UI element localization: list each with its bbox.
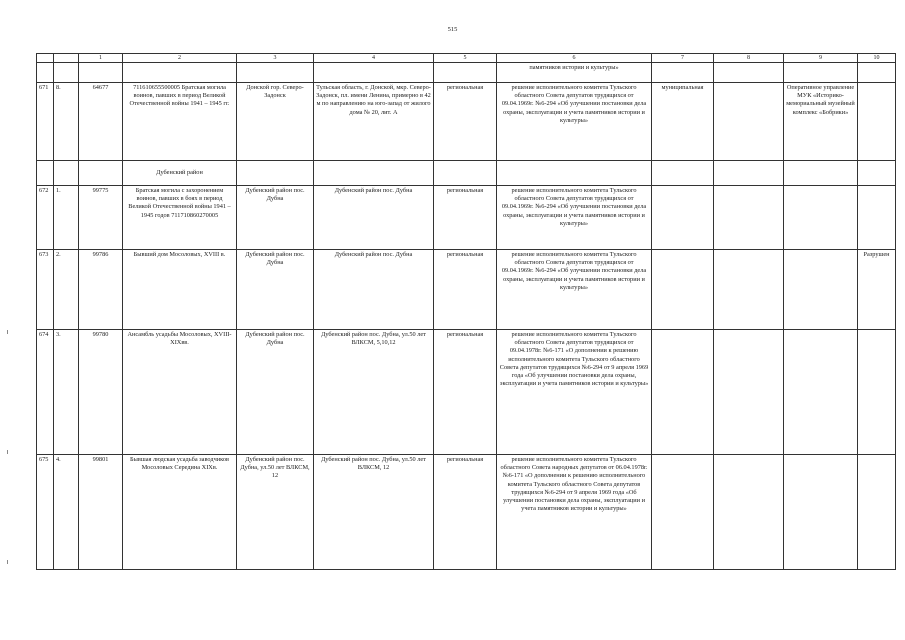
- protection-decision: решение исполнительного комитета Тульского областного Совета народных депутатов от 06.04.1978г. №6-171 «О дополнении к решению исполнительного комитета Тульского областного Совета депутатов трудящихся №6-294 от 9 апреля 1969 года «Об улучшении постановки дела охраны, эксплуатации и учета памятников истории и культуры»: [497, 455, 652, 570]
- header-cell: 7: [652, 54, 714, 63]
- col-8: [714, 83, 784, 161]
- header-cell: 1: [79, 54, 123, 63]
- scan-mark: [7, 560, 8, 564]
- row-number: 673: [37, 250, 54, 330]
- col-8: [714, 330, 784, 455]
- header-cell: 4: [314, 54, 434, 63]
- col-8: [714, 186, 784, 250]
- object-name: Бывшая людская усадьба заводчиков Мосоловых Середина XIXв.: [123, 455, 237, 570]
- protection-decision: решение исполнительного комитета Тульского областного Совета депутатов трудящихся от 09.04.1969г. №6-294 «Об улучшении постановки дела охраны, эксплуатации и учета памятников истории и культуры»: [497, 83, 652, 161]
- row-number: 672: [37, 186, 54, 250]
- table-row: [37, 330, 896, 455]
- ownership: [652, 455, 714, 570]
- object-code: 99775: [79, 186, 123, 250]
- header-cell: [54, 54, 79, 63]
- heritage-register-table: [36, 53, 896, 570]
- object-category: региональная: [434, 330, 497, 455]
- region-heading-row: [37, 161, 896, 186]
- header-cell: [37, 54, 54, 63]
- ownership: [652, 186, 714, 250]
- table-row: [37, 83, 896, 161]
- object-name: Бывший дом Мосоловых, XVIII в.: [123, 250, 237, 330]
- object-location: Донской гор. Северо-Задонск: [237, 83, 314, 161]
- object-address: Дубенский район пос. Дубна: [314, 186, 434, 250]
- protection-decision: решение исполнительного комитета Тульского областного Совета депутатов трудящихся от 09.04.1969г. №6-294 «Об улучшении постановки дела охраны, эксплуатации и учета памятников истории и культуры»: [497, 250, 652, 330]
- scan-mark: [7, 450, 8, 454]
- row-number: 675: [37, 455, 54, 570]
- page-number: 515: [447, 26, 458, 33]
- scan-mark: [7, 330, 8, 334]
- col-10: [858, 455, 896, 570]
- ownership: [652, 250, 714, 330]
- header-cell: 8: [714, 54, 784, 63]
- row-number: 671: [37, 83, 54, 161]
- header-cell: 10: [858, 54, 896, 63]
- object-address: Дубенский район пос. Дубна: [314, 250, 434, 330]
- management: [784, 250, 858, 330]
- row-subnumber: 3.: [54, 330, 79, 455]
- col-10: [858, 83, 896, 161]
- ownership: [652, 330, 714, 455]
- table-row: [37, 455, 896, 570]
- table-row: [37, 250, 896, 330]
- header-cell: 9: [784, 54, 858, 63]
- row-subnumber: 2.: [54, 250, 79, 330]
- row-subnumber: 4.: [54, 455, 79, 570]
- object-address: Дубенский район пос. Дубна, ул.50 лет ВЛКСМ, 5,10,12: [314, 330, 434, 455]
- col-10: [858, 330, 896, 455]
- object-code: 99780: [79, 330, 123, 455]
- object-location: Дубенский район пос. Дубна: [237, 330, 314, 455]
- object-name: Братская могила с захоронением воинов, павших в боях в период Великой Отечественной войны 1941 – 1945 годов 711710860270005: [123, 186, 237, 250]
- protection-decision: решение исполнительного комитета Тульского областного Совета депутатов трудящихся от 09.04.1978г. №6-171 «О дополнении к решению исполнительного комитета Тульского областного Совета депутатов трудящихся №6-294 от 9 апреля 1969 года «Об улучшении постановки дела охраны, эксплуатации и учета памятников истории и культуры»: [497, 330, 652, 455]
- region-heading: Дубенский район: [123, 161, 237, 186]
- object-category: региональная: [434, 455, 497, 570]
- header-cell: 2: [123, 54, 237, 63]
- object-location: Дубенский район пос. Дубна: [237, 186, 314, 250]
- header-cell: 3: [237, 54, 314, 63]
- col-10: Разрушен: [858, 250, 896, 330]
- object-location: Дубенский район пос. Дубна: [237, 250, 314, 330]
- col-8: [714, 455, 784, 570]
- object-name: Ансамбль усадьбы Мосоловых, XVIII-XIXвв.: [123, 330, 237, 455]
- row-subnumber: 8.: [54, 83, 79, 161]
- row-subnumber: 1.: [54, 186, 79, 250]
- object-category: региональная: [434, 250, 497, 330]
- object-code: 99786: [79, 250, 123, 330]
- header-cell: 5: [434, 54, 497, 63]
- object-name: 711610655500005 Братская могила воинов, павших в период Великой Отечественной войны 1941 – 1945 гг.: [123, 83, 237, 161]
- row-number: 674: [37, 330, 54, 455]
- continuation-row: [37, 63, 896, 83]
- protection-decision: решение исполнительного комитета Тульского областного Совета депутатов трудящихся от 09.04.1969г. №6-294 «Об улучшении постановки дела охраны, эксплуатации и учета памятников истории и культуры»: [497, 186, 652, 250]
- management: [784, 330, 858, 455]
- management: [784, 186, 858, 250]
- management: [784, 455, 858, 570]
- ownership: муниципальная: [652, 83, 714, 161]
- header-cell: 6: [497, 54, 652, 63]
- object-location: Дубенский район пос. Дубна, ул.50 лет ВЛКСМ, 12: [237, 455, 314, 570]
- object-code: 99801: [79, 455, 123, 570]
- col-10: [858, 186, 896, 250]
- management: Оперативное управление МУК «Историко-мемориальный музейный комплекс «Бобрики»: [784, 83, 858, 161]
- object-category: региональная: [434, 83, 497, 161]
- object-category: региональная: [434, 186, 497, 250]
- object-address: Дубенский район пос. Дубна, ул.50 лет ВЛКСМ, 12: [314, 455, 434, 570]
- continuation-decision: памятников истории и культуры»: [497, 63, 652, 83]
- col-8: [714, 250, 784, 330]
- object-address: Тульская область, г. Донской, мкр. Северо-Задонск, пл. имени Ленина, примерно в 42 м по направлению на юго-запад от жилого дома № 20, лит. А: [314, 83, 434, 161]
- column-number-row: [37, 54, 896, 63]
- object-code: 64677: [79, 83, 123, 161]
- table-row: [37, 186, 896, 250]
